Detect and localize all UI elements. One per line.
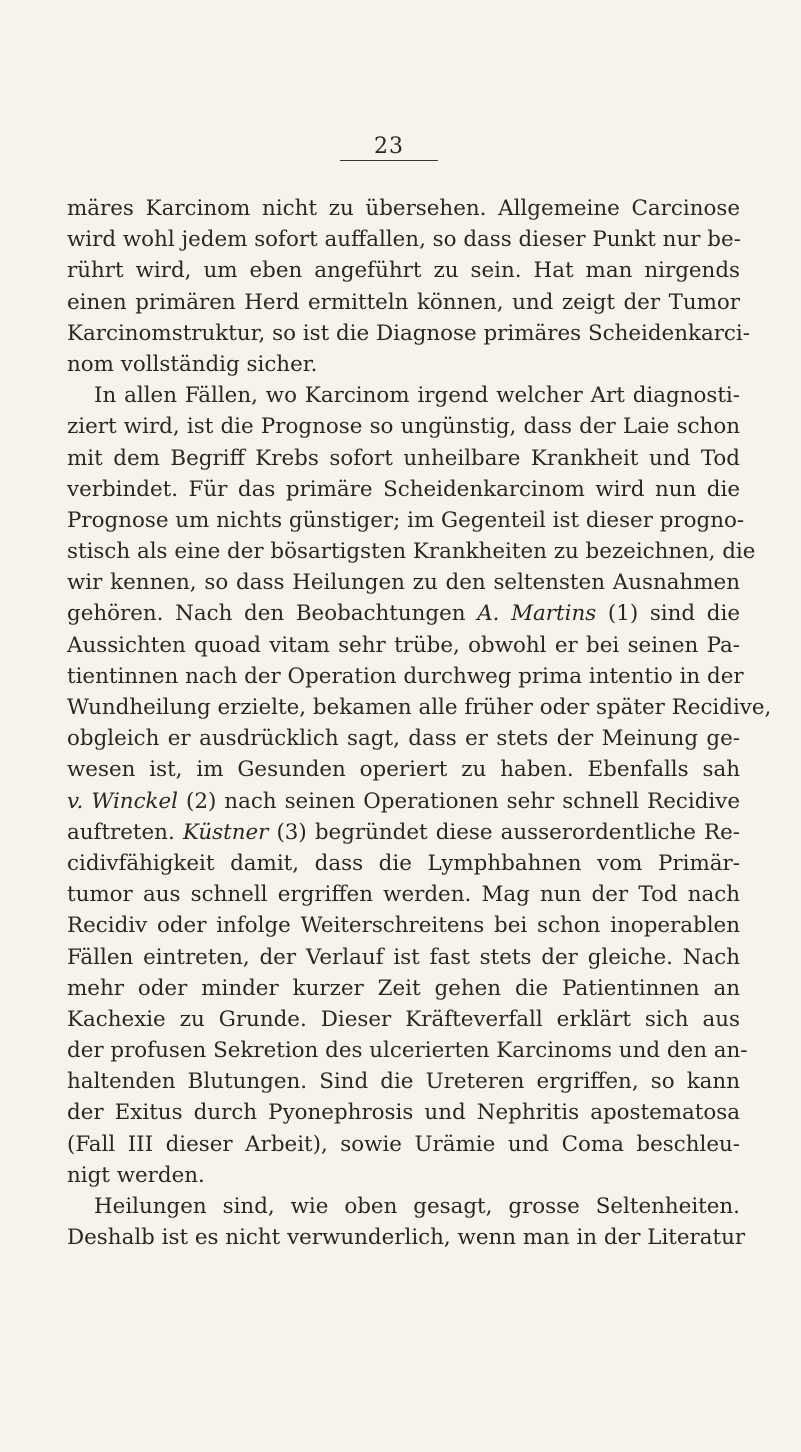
text-line: nom vollständig sicher.	[67, 351, 318, 377]
text-line: Aussichten quoad vitam sehr trübe, obwohl er bei seinen Pa-	[67, 632, 740, 658]
text-line: Fällen eintreten, der Verlauf ist fast stets der gleiche. Nach	[67, 944, 740, 970]
text-line: Karcinomstruktur, so ist die Diagnose primäres Scheidenkarci-	[67, 320, 750, 346]
text-segment: (3) begründet diese ausserordentliche Re-	[268, 819, 740, 845]
text-line: verbindet. Für das primäre Scheidenkarcinom wird nun die	[67, 476, 740, 502]
text-line: mehr oder minder kurzer Zeit gehen die Patientinnen an	[67, 975, 740, 1001]
text-line: einen primären Herd ermitteln können, und zeigt der Tumor	[67, 289, 740, 315]
page-number: 23	[340, 134, 438, 161]
text-line: Heilungen sind, wie oben gesagt, grosse Seltenheiten.	[94, 1194, 740, 1219]
text-line: Deshalb ist es nicht verwunderlich, wenn man in der Literatur	[67, 1225, 746, 1251]
text-line: obgleich er ausdrücklich sagt, dass er stets der Meinung ge-	[67, 726, 740, 752]
author-name: v. Winckel	[67, 788, 179, 814]
text-line: haltenden Blutungen. Sind die Ureteren ergriffen, so kann	[67, 1069, 740, 1095]
text-line: nigt werden.	[67, 1162, 205, 1188]
text-line	[67, 817, 740, 848]
text-line: wird wohl jedem sofort auffallen, so dass dieser Punkt nur be-	[67, 227, 741, 253]
author-name: A. Martins	[477, 601, 597, 627]
text-line: rührt wird, um eben angeführt zu sein. Hat man nirgends	[67, 258, 740, 284]
text-line: tientinnen nach der Operation durchweg prima intentio in der	[67, 663, 744, 689]
text-line: der Exitus durch Pyonephrosis und Nephritis apostematosa	[67, 1100, 740, 1126]
text-segment: (2) nach seinen Operationen sehr schnell Recidive	[178, 788, 740, 814]
text-line	[67, 786, 740, 817]
text-line: Recidiv oder infolge Weiterschreitens bei schon inoperablen	[67, 913, 740, 939]
text-line: Prognose um nichts günstiger; im Gegenteil ist dieser progno-	[67, 507, 745, 533]
text-line: wir kennen, so dass Heilungen zu den seltensten Ausnahmen	[67, 570, 740, 596]
text-line: mit dem Begriff Krebs sofort unheilbare Krankheit und Tod	[67, 445, 740, 471]
text-line: märes Karcinom nicht zu übersehen. Allgemeine Carcinose	[67, 196, 740, 221]
text-line: stisch als eine der bösartigsten Krankheiten zu bezeichnen, die	[67, 539, 756, 565]
text-line: tumor aus schnell ergriffen werden. Mag nun der Tod nach	[67, 882, 740, 908]
text-segment: (1) sind die	[596, 601, 740, 627]
text-line: der profusen Sekretion des ulcerierten Karcinoms und den an-	[67, 1038, 748, 1064]
text-line: wesen ist, im Gesunden operiert zu haben. Ebenfalls sah	[67, 757, 740, 783]
text-segment: auftreten.	[67, 819, 183, 845]
body-text	[67, 193, 772, 1253]
text-line: Wundheilung erzielte, bekamen alle früher oder später Recidive,	[67, 695, 772, 720]
text-line: (Fall III dieser Arbeit), sowie Urämie und Coma beschleu-	[67, 1131, 740, 1157]
text-segment: gehören. Nach den Beobachtungen	[67, 601, 478, 627]
text-line: ziert wird, ist die Prognose so ungünstig, dass der Laie schon	[67, 414, 740, 440]
text-line: In allen Fällen, wo Karcinom irgend welcher Art diagnosti-	[94, 383, 740, 409]
author-name: Küstner	[182, 819, 269, 845]
text-line	[67, 598, 740, 629]
text-line: cidivfähigkeit damit, dass die Lymphbahnen vom Primär-	[67, 850, 740, 876]
text-line: Kachexie zu Grunde. Dieser Kräfteverfall erklärt sich aus	[67, 1006, 740, 1032]
